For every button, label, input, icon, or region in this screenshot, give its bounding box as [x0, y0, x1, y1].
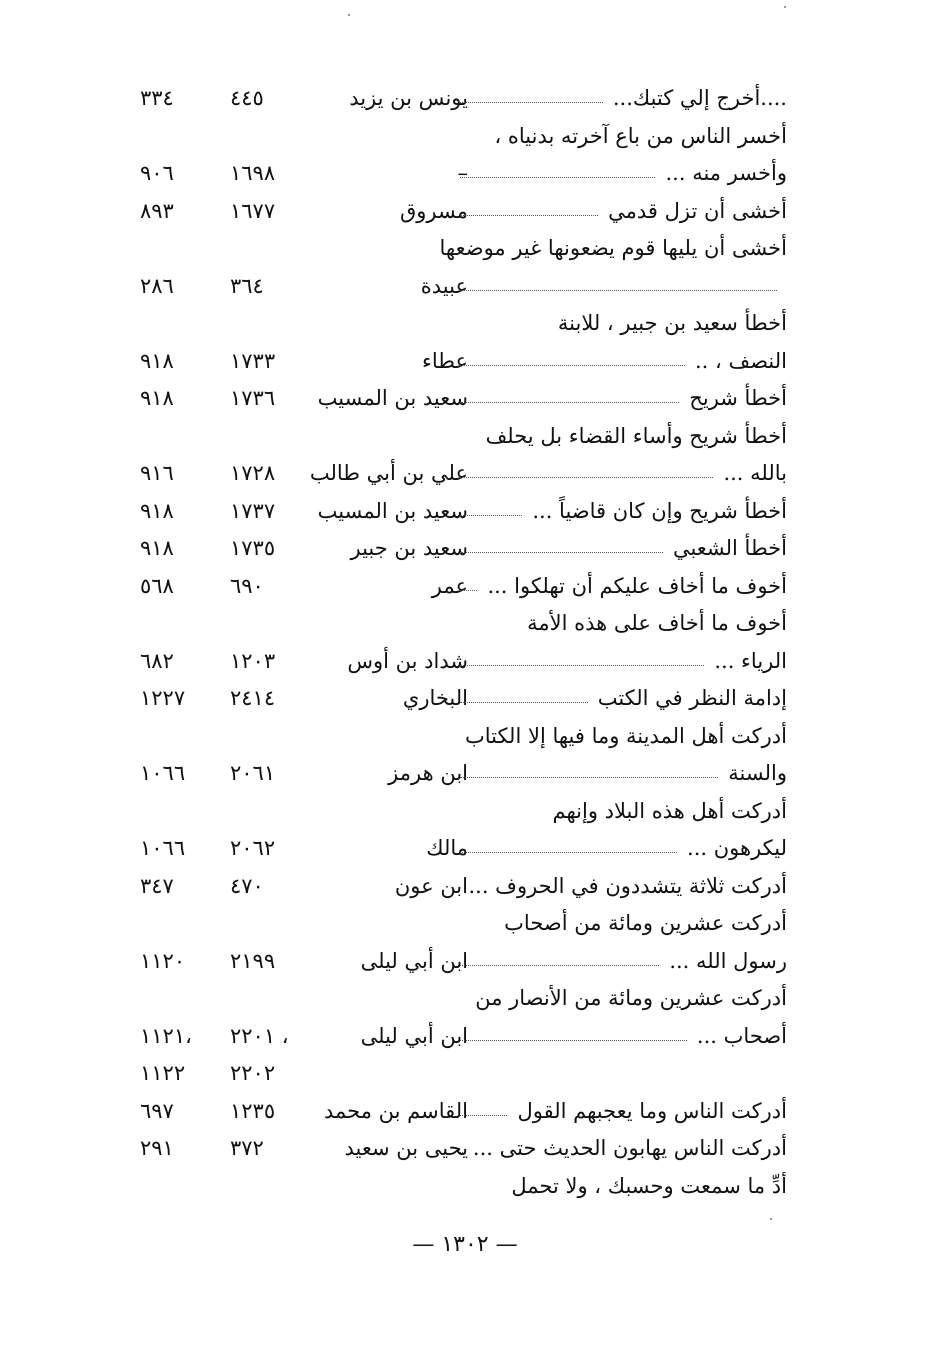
- entry-number: ١٧٣٥: [230, 536, 276, 560]
- entry-text: أصحاب ...: [696, 1024, 787, 1048]
- dot-leader: [460, 402, 679, 403]
- entry-text: أخطأ شريح وإن كان قاضياً ...: [532, 499, 787, 523]
- entry-narrator: مالك: [426, 836, 468, 860]
- dot-leader: [460, 102, 603, 103]
- entry-page: ٩٠٦: [140, 161, 174, 185]
- index-entry: [0, 905, 930, 941]
- entry-number: ١٦٩٨: [230, 161, 276, 185]
- index-entry: [0, 530, 930, 566]
- entry-number: ١٧٣٦: [230, 386, 276, 410]
- entry-number: ٢٠٦٢: [230, 836, 276, 860]
- entry-page: ٣٣٤: [140, 86, 174, 110]
- entry-text: إدامة النظر في الكتب: [597, 686, 787, 710]
- entry-page: ١١٢١،: [140, 1024, 192, 1048]
- dot-leader: [460, 177, 655, 178]
- index-entry: [0, 643, 930, 679]
- entry-narrator: سعيد بن المسيب: [317, 499, 468, 523]
- entry-page: ١٠٦٦: [140, 761, 186, 785]
- index-entry: [0, 980, 930, 1016]
- index-entry: [0, 605, 930, 641]
- index-entry: [0, 118, 930, 154]
- dot-leader: [460, 965, 659, 966]
- entry-number: ٢١٩٩: [230, 949, 276, 973]
- entry-text: أخوف ما أخاف عليكم أن تهلكوا ...: [487, 574, 787, 598]
- entry-narrator: سعيد بن جبير: [350, 536, 468, 560]
- dot-leader: [460, 1040, 687, 1041]
- entry-number: ٢٠٦١: [230, 761, 276, 785]
- entry-narrator: ابن هرمز: [388, 761, 468, 785]
- entry-number: ١٧٣٧: [230, 499, 276, 523]
- entry-narrator: يونس بن يزيد: [349, 86, 468, 110]
- entry-narrator: يحيى بن سعيد: [344, 1136, 468, 1160]
- entry-text: أدركت أهل المدينة وما فيها إلا الكتاب: [464, 724, 787, 748]
- index-entry: [0, 1093, 930, 1129]
- entry-narrator: عبيدة: [420, 274, 468, 298]
- index-entry: [0, 1168, 930, 1204]
- entry-narrator: البخاري: [402, 686, 468, 710]
- index-entry: [0, 943, 930, 979]
- entry-page: ٨٩٣: [140, 199, 174, 223]
- entry-number: ١٢٠٣: [230, 649, 276, 673]
- entry-text: أدركت عشرين ومائة من الأنصار من: [475, 986, 787, 1010]
- index-entry: [0, 1018, 930, 1054]
- index-entry: [0, 568, 930, 604]
- entry-text: أخطأ شريح: [689, 386, 787, 410]
- entry-number: ٣٧٢: [230, 1136, 264, 1160]
- entry-number: ٤٤٥: [230, 86, 264, 110]
- entry-text: أدِّ ما سمعت وحسبك ، ولا تحمل: [511, 1174, 787, 1198]
- index-entry: [0, 193, 930, 229]
- entry-page: ٩١٨: [140, 499, 174, 523]
- entry-page: ٢٩١: [140, 1136, 174, 1160]
- entry-number: ١٢٣٥: [230, 1099, 276, 1123]
- entry-page: ٦٩٧: [140, 1099, 174, 1123]
- index-entry: [0, 680, 930, 716]
- dot-leader: [460, 215, 598, 216]
- entry-page: ٥٦٨: [140, 574, 174, 598]
- entry-text: أخطأ الشعبي: [672, 536, 787, 560]
- index-entry: [0, 793, 930, 829]
- index-entry: [0, 868, 930, 904]
- entry-text: ليكرهون ...: [687, 836, 787, 860]
- entry-text: بالله ...: [723, 461, 787, 485]
- entry-text: وأخسر منه ...: [665, 161, 787, 185]
- index-entry: [0, 755, 930, 791]
- index-entry: [0, 455, 930, 491]
- entry-page: ١٠٦٦: [140, 836, 186, 860]
- index-entry: [0, 305, 930, 341]
- entry-number: ٢٢٠١ ،: [230, 1024, 289, 1048]
- entry-number: ٤٧٠: [230, 874, 264, 898]
- scan-speck: [348, 14, 350, 16]
- entry-page: ١١٢٢: [140, 1061, 186, 1085]
- index-entry: [0, 80, 930, 116]
- entry-text: أخوف ما أخاف على هذه الأمة: [527, 611, 787, 635]
- entry-narrator: سعيد بن المسيب: [317, 386, 468, 410]
- entry-narrator: علي بن أبي طالب: [309, 461, 468, 485]
- entry-text: أدركت أهل هذه البلاد وإنهم: [552, 799, 787, 823]
- dot-leader: [460, 1115, 507, 1116]
- index-entry: [0, 230, 930, 266]
- entry-number: ٢٢٠٢: [230, 1061, 276, 1085]
- index-entry: [0, 380, 930, 416]
- dot-leader: [460, 552, 663, 553]
- entry-text: أدركت الناس وما يعجبهم القول: [517, 1099, 787, 1123]
- entry-text: رسول الله ...: [669, 949, 787, 973]
- dot-leader: [460, 477, 713, 478]
- entry-page: ٩١٨: [140, 386, 174, 410]
- entry-text: أخشى أن يليها قوم يضعونها غير موضعها: [439, 236, 787, 260]
- entry-number: ١٧٢٨: [230, 461, 276, 485]
- entry-number: ١٦٧٧: [230, 199, 276, 223]
- index-entry: [0, 418, 930, 454]
- entry-page: ١٢٢٧: [140, 686, 186, 710]
- dot-leader: [460, 665, 704, 666]
- entry-text: النصف ، ..: [695, 349, 787, 373]
- entry-text: أدركت عشرين ومائة من أصحاب: [504, 911, 787, 935]
- entry-number: ٦٩٠: [230, 574, 264, 598]
- entry-page: ٦٨٢: [140, 649, 174, 673]
- index-entry: [0, 718, 930, 754]
- entry-text: أدركت الناس يهابون الحديث حتى ...: [472, 1136, 787, 1160]
- dot-leader: [460, 702, 588, 703]
- page-number: — ١٣٠٢ —: [412, 1232, 518, 1257]
- entry-text: أخسر الناس من باع آخرته بدنياه ،: [494, 124, 787, 148]
- entry-page: ١١٢٠: [140, 949, 186, 973]
- entry-text: والسنة: [728, 761, 787, 785]
- entry-narrator: ابن عون: [394, 874, 468, 898]
- entry-page: ٩١٦: [140, 461, 174, 485]
- dot-leader: [460, 290, 777, 291]
- entry-narrator: عمر: [431, 574, 468, 598]
- entry-narrator: عطاء: [421, 349, 468, 373]
- dot-leader: [460, 515, 522, 516]
- index-entry: [0, 343, 930, 379]
- index-entry: [0, 493, 930, 529]
- entry-narrator: ابن أبي ليلى: [360, 1024, 468, 1048]
- scan-speck: [770, 1218, 772, 1220]
- entry-page: ٩١٨: [140, 536, 174, 560]
- entry-number: ٢٤١٤: [230, 686, 276, 710]
- entry-number: ٣٦٤: [230, 274, 264, 298]
- index-entry: [0, 268, 930, 304]
- entry-text: الرياء ...: [714, 649, 787, 673]
- dot-leader: [460, 1152, 463, 1153]
- index-entry: [0, 830, 930, 866]
- entry-page: ٩١٨: [140, 349, 174, 373]
- entry-narrator: شداد بن أوس: [347, 649, 468, 673]
- scan-speck: [784, 6, 786, 8]
- entry-narrator: ابن أبي ليلى: [360, 949, 468, 973]
- entry-text: أخطأ سعيد بن جبير ، للابنة: [557, 311, 787, 335]
- entry-narrator: القاسم بن محمد: [324, 1099, 468, 1123]
- entry-page: ٢٨٦: [140, 274, 174, 298]
- index-entry: [0, 1130, 930, 1166]
- index-entry: [0, 155, 930, 191]
- entry-text: أدركت ثلاثة يتشددون في الحروف ...: [468, 874, 787, 898]
- dot-leader: [460, 777, 718, 778]
- dot-leader: [460, 852, 677, 853]
- entry-text: أخشى أن تزل قدمي: [608, 199, 787, 223]
- entry-narrator: –: [457, 161, 468, 185]
- entry-text: أخطأ شريح وأساء القضاء بل يحلف: [485, 424, 787, 448]
- index-entry: [0, 1055, 930, 1091]
- entry-number: ١٧٣٣: [230, 349, 276, 373]
- dot-leader: [460, 590, 477, 591]
- entry-narrator: مسروق: [399, 199, 468, 223]
- entry-text: ....أخرج إلي كتبك...: [612, 86, 787, 110]
- entry-page: ٣٤٧: [140, 874, 174, 898]
- dot-leader: [460, 365, 685, 366]
